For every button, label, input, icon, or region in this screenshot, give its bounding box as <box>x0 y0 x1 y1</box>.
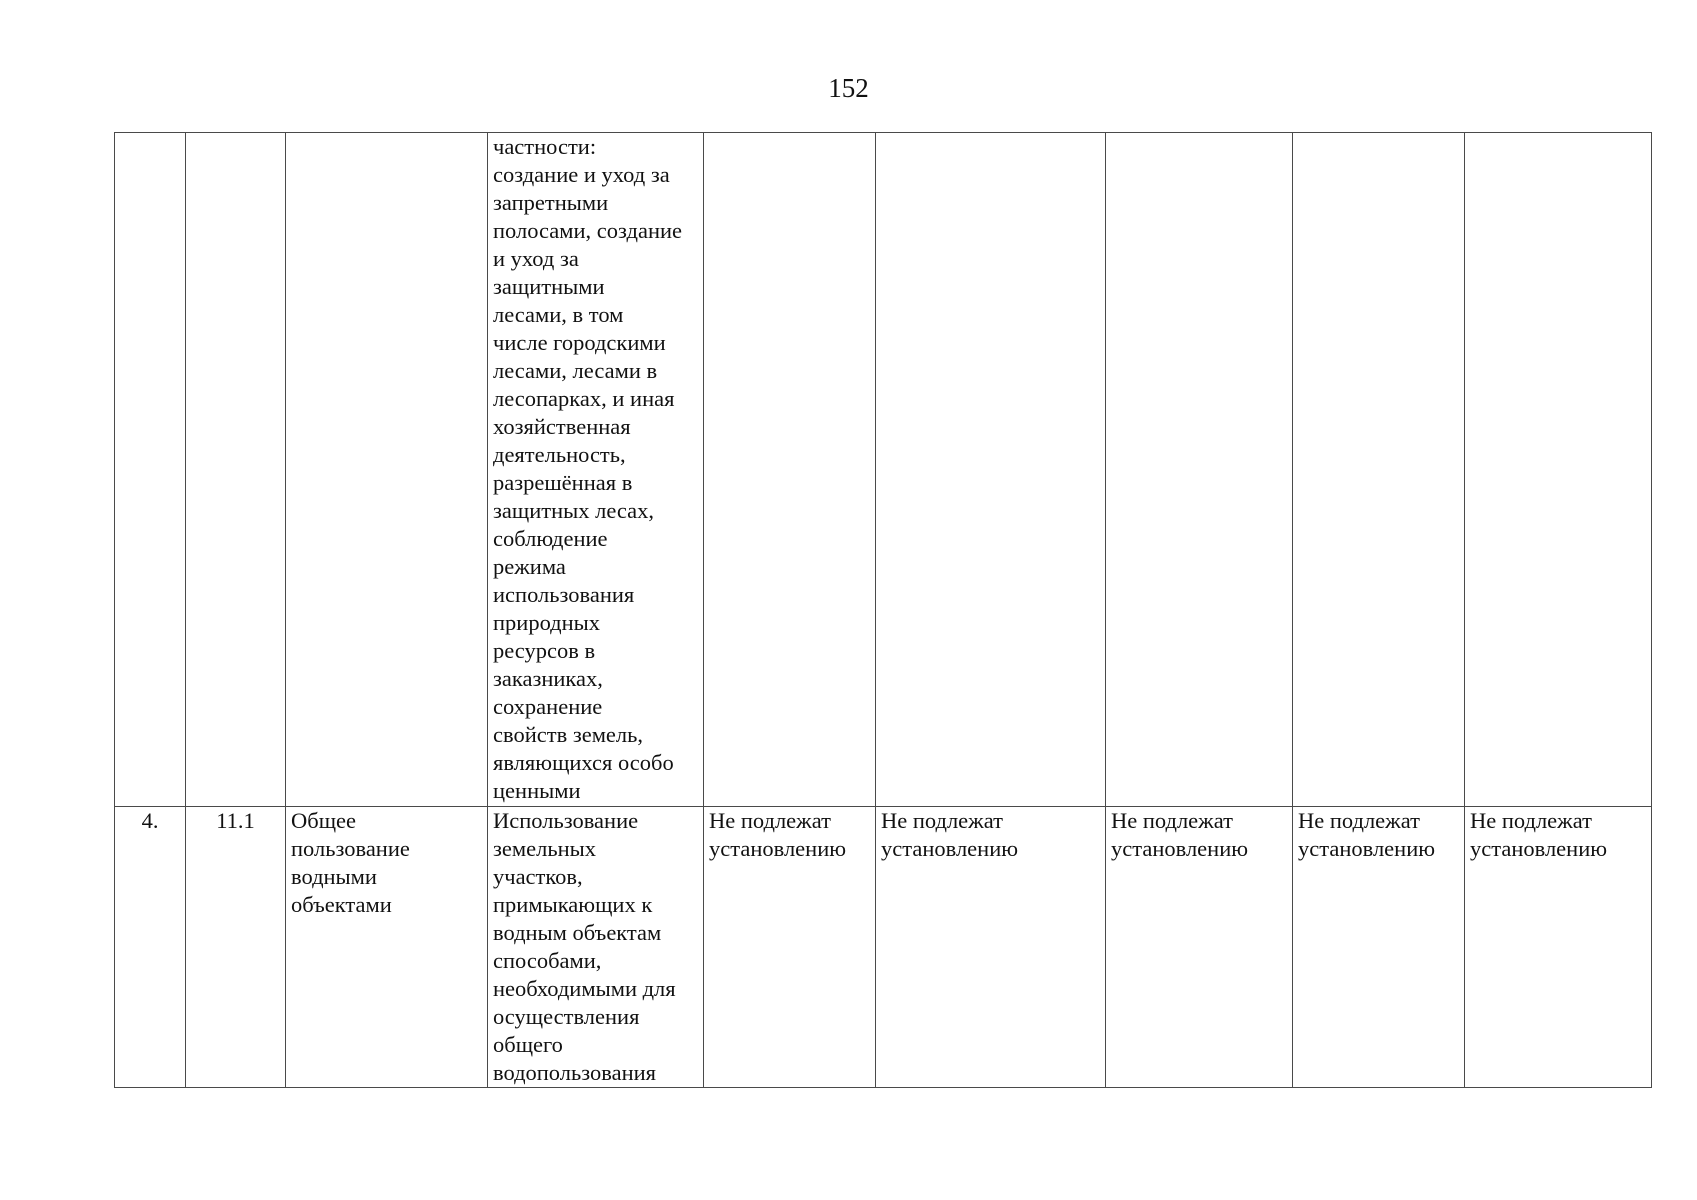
page-number: 152 <box>828 73 869 103</box>
cell-col5 <box>704 133 876 807</box>
cell-name <box>286 807 488 1088</box>
cell-col9-text: Не подлежат установлению <box>1470 808 1608 861</box>
cell-col5 <box>704 807 876 1088</box>
cell-col7 <box>1106 807 1293 1088</box>
cell-index <box>115 133 186 807</box>
table-row <box>115 133 1652 807</box>
cell-col7 <box>1106 133 1293 807</box>
cell-col7-text: Не подлежат установлению <box>1111 808 1249 861</box>
cell-index <box>115 807 186 1088</box>
cell-description <box>488 807 704 1088</box>
cell-name <box>286 133 488 807</box>
cell-description <box>488 133 704 807</box>
cell-code-text: 11.1 <box>216 808 255 833</box>
cell-index-text: 4. <box>141 808 159 833</box>
cell-col8 <box>1293 133 1465 807</box>
table-row <box>115 807 1652 1088</box>
cell-col9 <box>1465 133 1652 807</box>
cell-col6-text: Не подлежат установлению <box>881 808 1019 861</box>
cell-col9 <box>1465 807 1652 1088</box>
cell-col8-text: Не подлежат установлению <box>1298 808 1436 861</box>
cell-description-text: частности: создание и уход за запретными полосами, создание и уход за защитными лесами, в том числе городскими лесами, лесами в лесопарках, и иная хозяйственная деятельность, разрешённая в защитных лесах, соблюдение режима использования природных ресурсов в заказниках, сохранение свойств земель, являющихся особо ценными <box>493 134 683 803</box>
cell-code <box>186 807 286 1088</box>
cell-name-text: Общее пользование водными объектами <box>291 808 410 917</box>
cell-col6 <box>876 133 1106 807</box>
cell-col8 <box>1293 807 1465 1088</box>
regulations-table <box>114 132 1652 1088</box>
cell-col6 <box>876 807 1106 1088</box>
cell-code <box>186 133 286 807</box>
cell-col5-text: Не подлежат установлению <box>709 808 847 861</box>
cell-description-text: Использование земельных участков, примыкающих к водным объектам способами, необходимыми для осуществления общего водопользования <box>493 808 676 1085</box>
